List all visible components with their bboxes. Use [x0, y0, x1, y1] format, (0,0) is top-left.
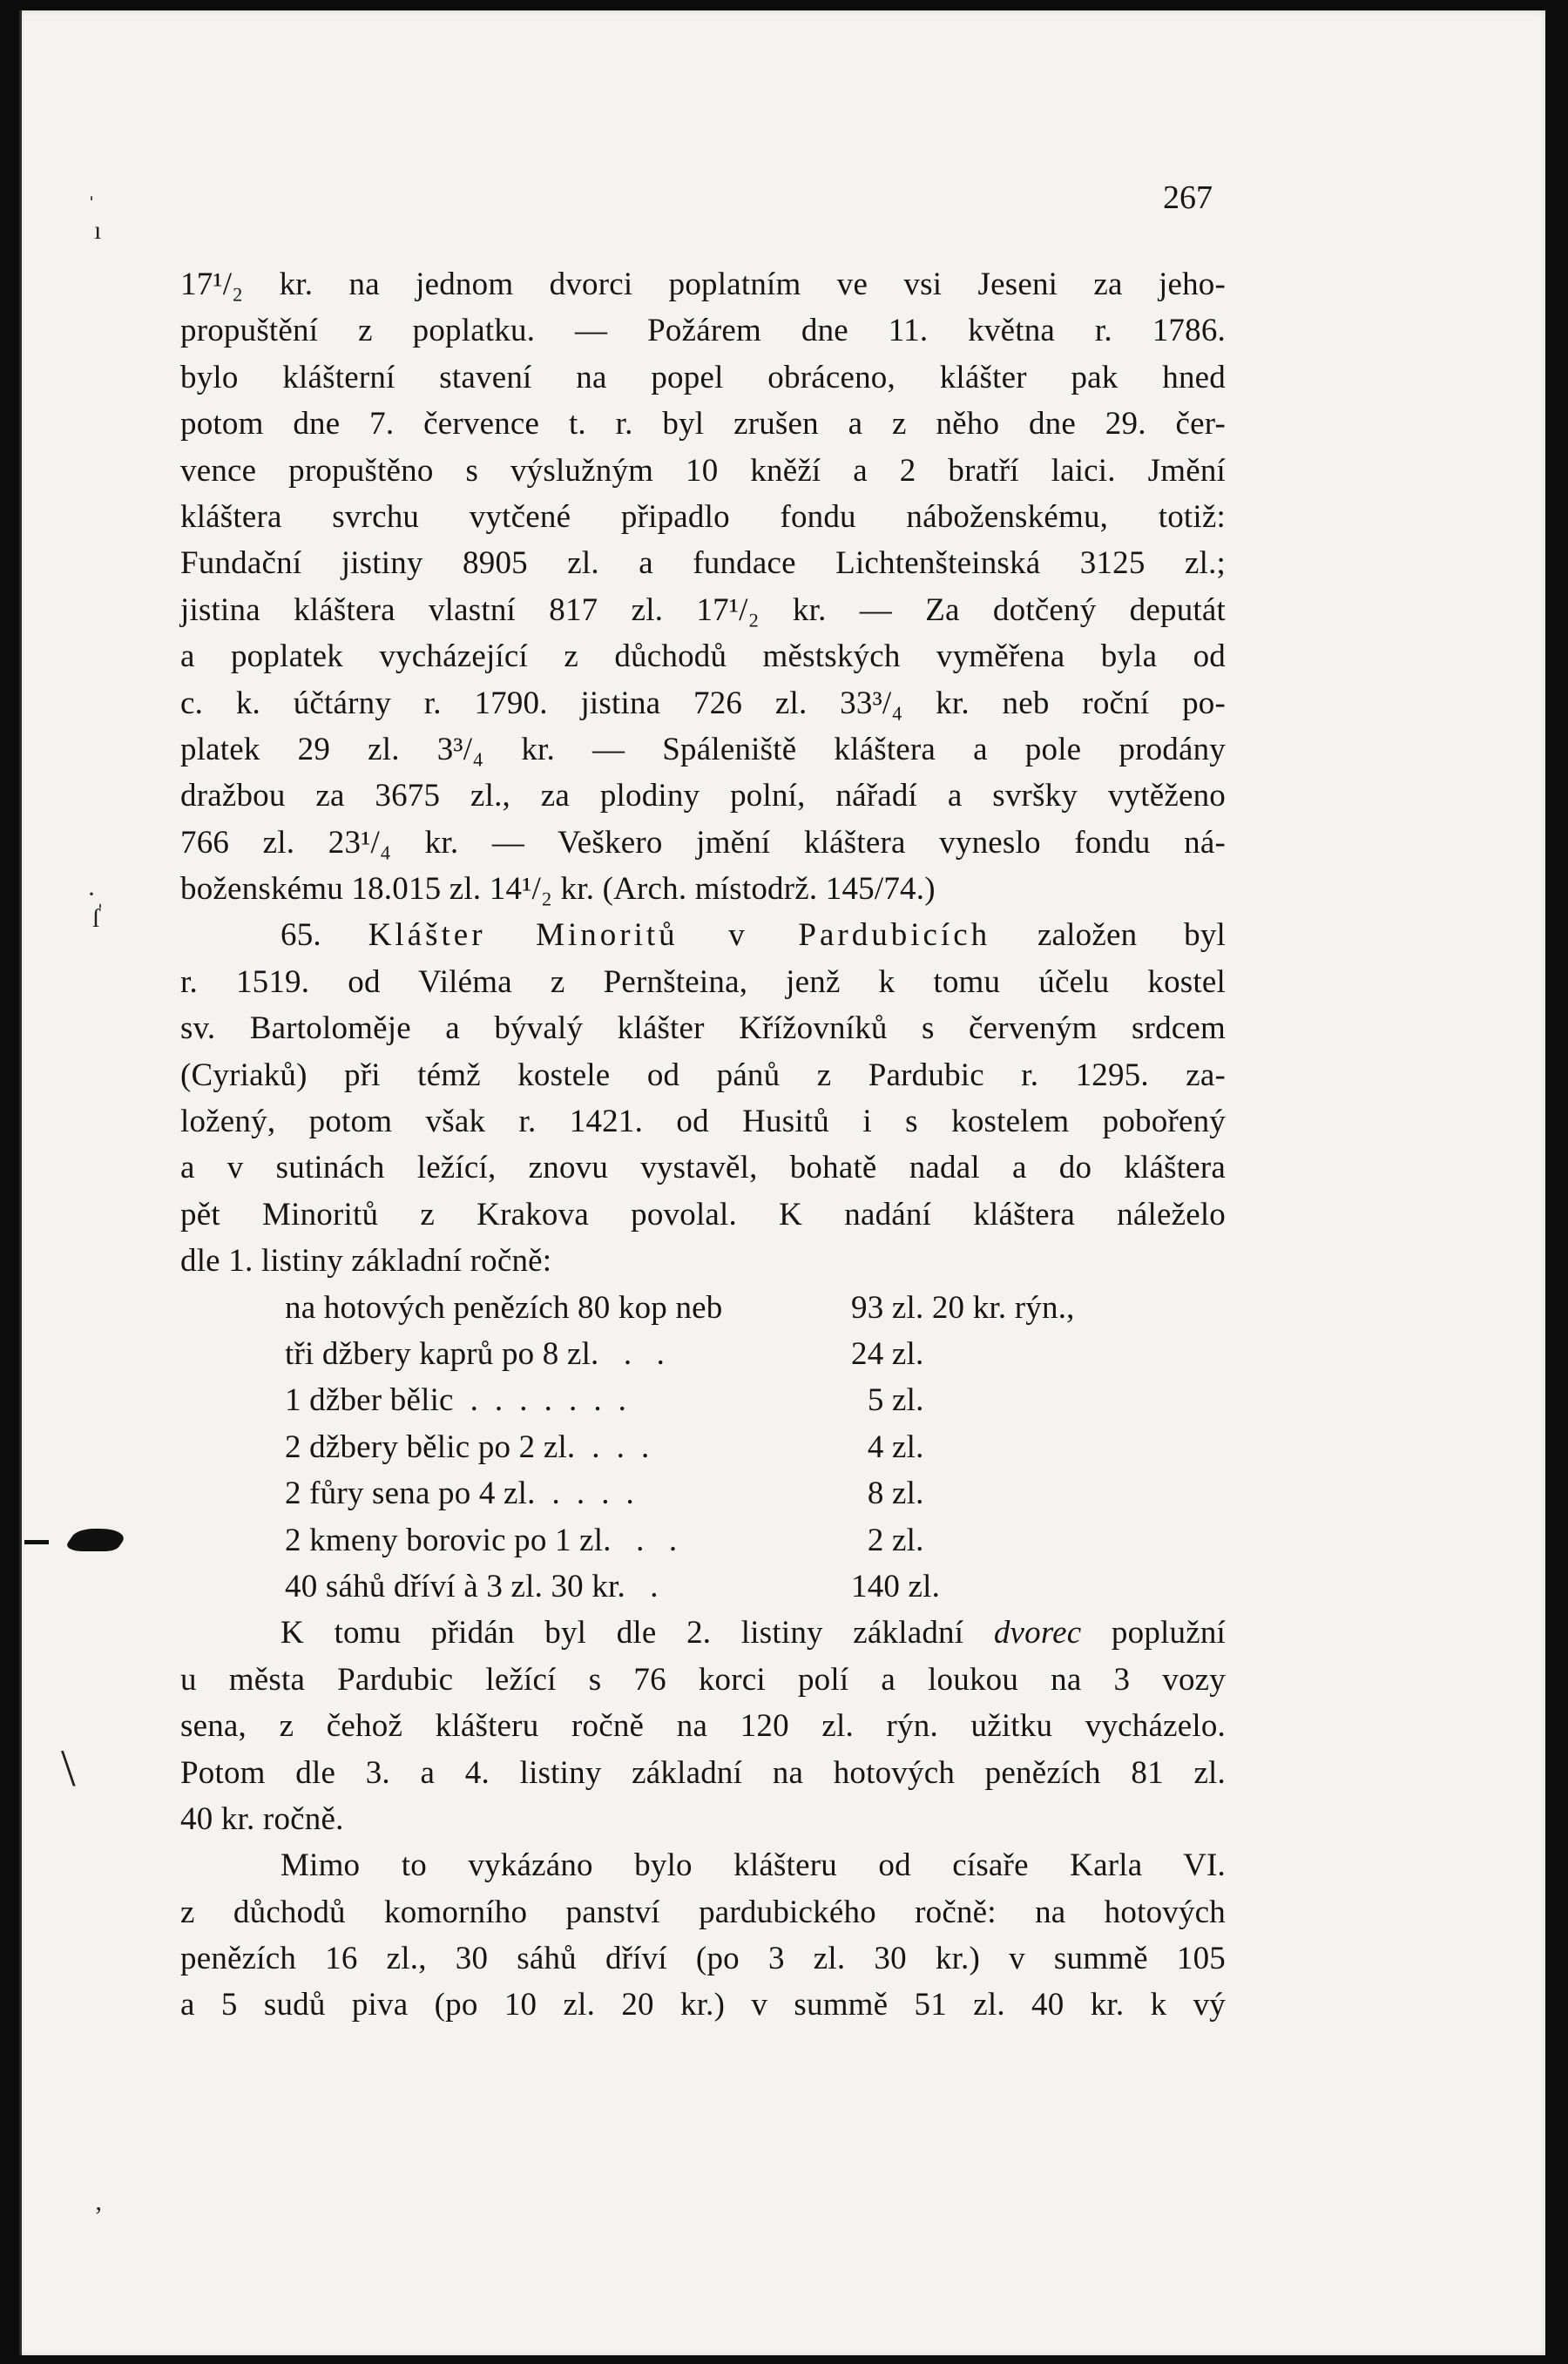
- paragraph-65-body: [180, 959, 1226, 1285]
- list-item-amount: 8 zl.: [851, 1476, 924, 1512]
- text-line: dle 1. listiny základní ročně:: [180, 1243, 552, 1280]
- ink-mark: [24, 1540, 49, 1544]
- paragraph-c-first-line: K tomu přidán byl dle 2. listiny základní dvorec poplužní: [280, 1615, 1227, 1651]
- list-item-amount: 4 zl.: [851, 1429, 924, 1465]
- text-line: u města Pardubic ležící s 76 korci polí a loukou na 3 vozy: [180, 1661, 1226, 1698]
- text-line: (Cyriaků) při témž kostele od pánů z Pardubic r. 1295. za-: [180, 1057, 1226, 1093]
- list-item-amount: 5 zl.: [851, 1382, 924, 1419]
- text-line: Potom dle 3. a 4. listiny základní na hotových penězích 81 zl.: [180, 1754, 1226, 1791]
- list-item-label: na hotových penězích 80 kop neb: [285, 1289, 723, 1326]
- list-item-amount: 140 zl.: [851, 1568, 941, 1604]
- text-line: jistina kláštera vlastní 817 zl. 17¹/₂ kr. — Za dotčený deputát: [180, 591, 1226, 628]
- text-line: sena, z čehož klášteru ročně na 120 zl. rýn. užitku vycházelo.: [180, 1708, 1226, 1745]
- list-item-label: 2 fůry sena po 4 zl. . . . .: [285, 1476, 634, 1512]
- text-line: 766 zl. 23¹/₄ kr. — Veškero jmění kláštera vyneslo fondu ná-: [180, 824, 1226, 861]
- text-line: sv. Bartoloměje a bývalý klášter Křížovníků s červeným srdcem: [180, 1010, 1226, 1047]
- text-line: kláštera svrchu vytčené připadlo fondu náboženskému, totiž:: [180, 498, 1226, 535]
- margin-mark: ·ˌ: [87, 880, 105, 908]
- list-item-label: 1 džber bělic . . . . . . .: [285, 1382, 627, 1419]
- text-line: 40 kr. ročně.: [180, 1800, 344, 1837]
- list-item-label: 40 sáhů dříví à 3 zl. 30 kr. .: [285, 1568, 659, 1604]
- text-line: penězích 16 zl., 30 sáhů dříví (po 3 zl. 30 kr.) v summě 105: [180, 1941, 1226, 1977]
- text-line: propuštění z poplatku. — Požárem dne 11. května r. 1786.: [180, 313, 1226, 349]
- paragraph-number: 65.: [280, 917, 321, 954]
- list-item: [285, 1564, 1226, 1610]
- text-line: boženskému 18.015 zl. 14¹/₂ kr. (Arch. místodrž. 145/74.): [180, 871, 936, 908]
- paragraph-64-end: [180, 261, 1226, 912]
- paragraph-title: Klášter Minoritů v Pardubicích: [368, 917, 991, 954]
- text-line: bylo klášterní stavení na popel obráceno, klášter pak hned: [180, 359, 1226, 395]
- scan-edge: [19, 10, 22, 2355]
- text-line: potom dne 7. července t. r. byl zrušen a z něho dne 29. čer-: [180, 406, 1226, 442]
- list-item: [285, 1517, 1226, 1564]
- list-item: [285, 1331, 1226, 1377]
- text-line: Mimo to vykázáno bylo klášteru od císaře Karla VI.: [280, 1847, 1226, 1884]
- margin-mark: ı: [94, 216, 102, 245]
- text-line: 17¹/₂ kr. na jednom dvorci poplatním ve vsi Jeseni za jeho-: [180, 267, 1226, 302]
- text-line: pět Minoritů z Krakova povolal. K nadání kláštera náleželo: [180, 1196, 1226, 1233]
- text-line: r. 1519. od Viléma z Pernšteina, jenž k tomu účelu kostel: [180, 963, 1226, 1000]
- text-line: a poplatek vycházející z důchodů městských vyměřena byla od: [180, 638, 1226, 675]
- margin-mark: ˈ: [87, 192, 96, 220]
- paragraph-65-heading: 65. Klášter Minoritů v Pardubicích založen byl: [280, 917, 1226, 954]
- text-line: Fundační jistiny 8905 zl. a fundace Lichtenšteinská 3125 zl.;: [180, 545, 1226, 582]
- list-item-label: 2 kmeny borovic po 1 zl. . .: [285, 1522, 678, 1558]
- endowment-list: [285, 1285, 1226, 1611]
- margin-mark: \: [61, 1739, 76, 1797]
- page-text: [180, 261, 1226, 2029]
- text-line: c. k. účtárny r. 1790. jistina 726 zl. 33³/₄ kr. neb roční po-: [180, 685, 1226, 721]
- list-item: [285, 1424, 1226, 1470]
- paragraph-d-body: [180, 1842, 1226, 2029]
- page-number: 267: [1163, 179, 1213, 216]
- list-item-amount: 2 zl.: [851, 1522, 924, 1558]
- text-line: a v sutinách ležící, znovu vystavěl, bohatě nadal a do kláštera: [180, 1150, 1226, 1186]
- text-line: a 5 sudů piva (po 10 zl. 20 kr.) v summě 51 zl. 40 kr. k vý: [180, 1987, 1226, 2023]
- list-item: [285, 1285, 1226, 1331]
- text-line: platek 29 zl. 3³/₄ kr. — Spáleniště kláštera a pole prodány: [180, 731, 1226, 767]
- text-line: ložený, potom však r. 1421. od Husitů i s kostelem pobořený: [180, 1104, 1226, 1140]
- margin-mark: ſ: [92, 904, 100, 933]
- list-item-amount: 93 zl. 20 kr. rýn.,: [851, 1289, 1075, 1326]
- text-line: dražbou za 3675 zl., za plodiny polní, nářadí a svršky vytěženo: [180, 778, 1226, 814]
- text-line: vence propuštěno s výslužným 10 kněží a 2 bratří laici. Jmění: [180, 452, 1226, 489]
- list-item: [285, 1377, 1226, 1423]
- paragraph-c-body: [180, 1657, 1226, 1843]
- list-item-amount: 24 zl.: [851, 1335, 924, 1372]
- list-item-label: tři džbery kaprů po 8 zl. . .: [285, 1335, 666, 1372]
- margin-mark: ʼ: [94, 2202, 103, 2231]
- list-item-label: 2 džbery bělic po 2 zl. . . .: [285, 1429, 650, 1465]
- text-line: z důchodů komorního panství pardubického ročně: na hotových: [180, 1894, 1226, 1930]
- list-item: [285, 1470, 1226, 1516]
